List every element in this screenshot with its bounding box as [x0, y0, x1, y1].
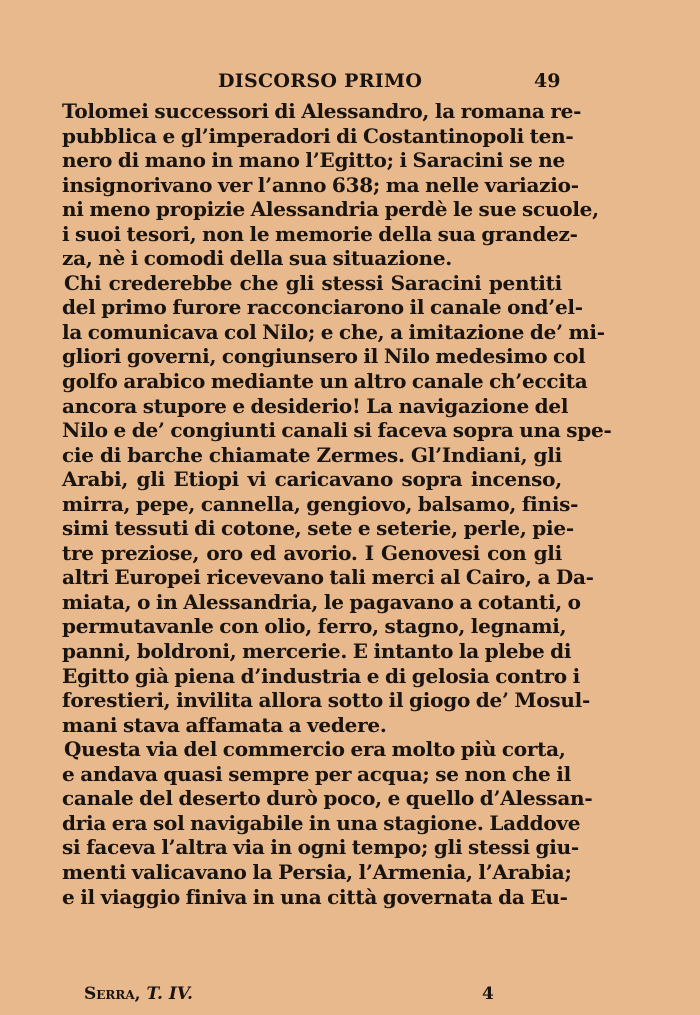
text-line: Nilo e de’ congiunti canali si faceva sopra una spe-	[62, 418, 612, 443]
body-text	[62, 99, 612, 909]
running-title: DISCORSO PRIMO	[218, 70, 423, 92]
text-line: Arabi, gli Etiopi vi caricavano sopra incenso,	[62, 467, 562, 492]
text-line: ancora stupore e desiderio! La navigazione del	[62, 393, 569, 418]
volume-number: T. IV.	[146, 984, 193, 1004]
text-line: golfo arabico mediante un altro canale ch’eccita	[62, 369, 588, 394]
text-line: i suoi tesori, non le memorie della sua grandez-	[62, 221, 578, 246]
text-line: panni, boldroni, mercerie. E intanto la plebe di	[62, 639, 572, 664]
paragraph-start-line: Questa via del commercio era molto più corta,	[64, 737, 566, 762]
paragraph-end-line: mani stava affamata a vedere.	[62, 712, 387, 737]
text-line: gliori governi, congiunsero il Nilo medesimo col	[62, 344, 586, 369]
text-line: miata, o in Alessandria, le pagavano a cotanti, o	[62, 589, 581, 614]
paragraph-start-line: Chi crederebbe che gli stessi Saracini pentiti	[64, 270, 562, 295]
text-line: e il viaggio finiva in una città governata da Eu-	[62, 884, 568, 909]
text-line: del primo furore racconciarono il canale ond’el-	[62, 295, 583, 320]
text-line: la comunicava col Nilo; e che, a imitazione de’ mi-	[62, 319, 605, 344]
running-head	[0, 66, 700, 96]
text-line: altri Europei ricevevano tali merci al Cairo, a Da-	[62, 565, 594, 590]
page-footer	[0, 984, 700, 1010]
text-line: tre preziose, oro ed avorio. I Genovesi con gli	[62, 540, 562, 565]
footer-author	[84, 984, 193, 1004]
author-name: Serra,	[84, 984, 141, 1004]
text-line: ni meno propizie Alessandria perdè le sue scuole,	[62, 197, 599, 222]
text-line: forestieri, invilita allora sotto il giogo de’ Mosul-	[62, 688, 591, 713]
page-number: 49	[534, 70, 561, 92]
text-line: e andava quasi sempre per acqua; se non che il	[62, 761, 571, 786]
text-line: insignorivano ver l’anno 638; ma nelle variazio-	[62, 172, 579, 197]
text-line: permutavanle con olio, ferro, stagno, legnami,	[62, 614, 567, 639]
text-line: si faceva l’altra via in ogni tempo; gli stessi giu-	[62, 835, 579, 860]
text-line: Tolomei successori di Alessandro, la romana re-	[62, 99, 582, 123]
text-line: canale del deserto durò poco, e quello d’Alessan-	[62, 786, 593, 811]
signature-mark: 4	[482, 984, 494, 1004]
text-line: menti valicavano la Persia, l’Armenia, l’Arabia;	[62, 859, 572, 884]
text-line: nero di mano in mano l’Egitto; i Saracini se ne	[62, 148, 566, 173]
text-line: dria era sol navigabile in una stagione. Laddove	[62, 810, 581, 835]
text-line: pubblica e gl’imperadori di Costantinopoli ten-	[62, 123, 574, 148]
text-line: Egitto già piena d’industria e di gelosia contro i	[62, 663, 580, 688]
text-line: cie di barche chiamate Zermes. Gl’Indiani, gli	[62, 442, 562, 467]
text-line: mirra, pepe, cannella, gengiovo, balsamo, finis-	[62, 491, 579, 516]
paragraph-end-line: za, nè i comodi della sua situazione.	[62, 246, 453, 271]
text-line: simi tessuti di cotone, sete e seterie, perle, pie-	[62, 516, 574, 541]
